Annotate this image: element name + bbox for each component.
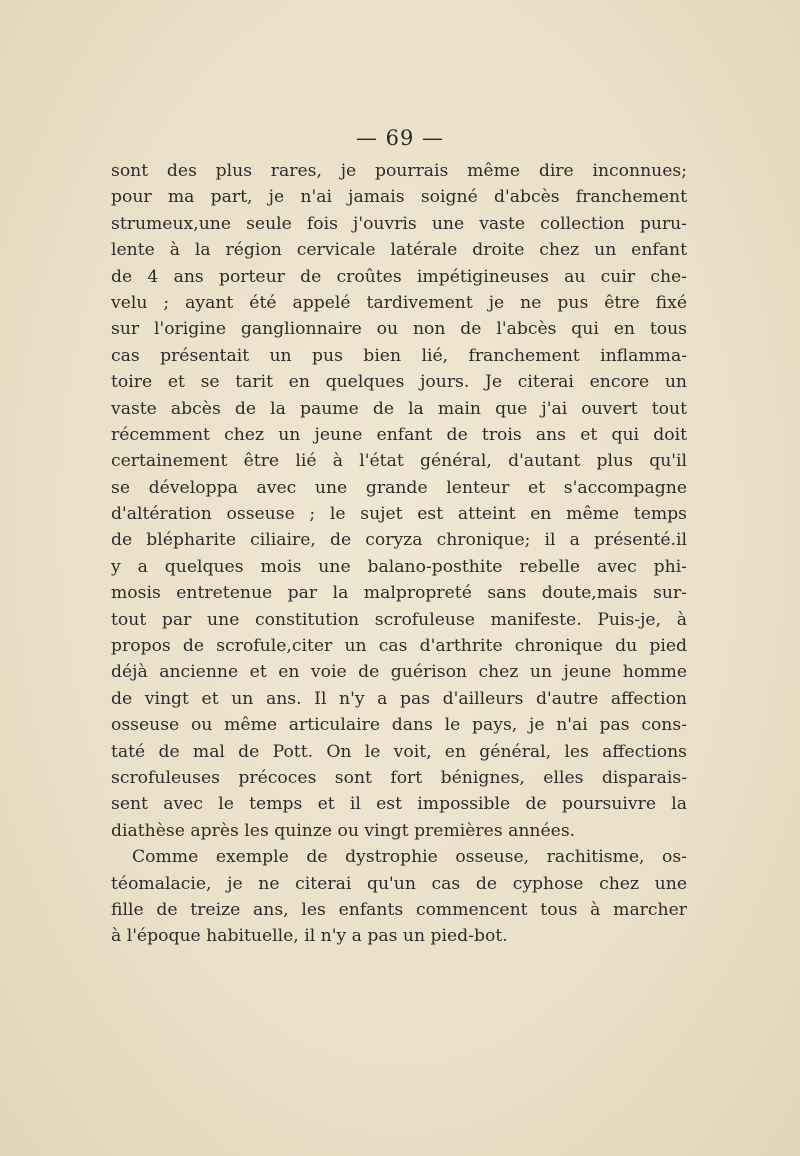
text-line-paragraph-start: Comme exemple de dystrophie osseuse, rachitisme, os- — [132, 847, 687, 868]
text-line: vaste abcès de la paume de la main que j'ai ouvert tout — [111, 398, 687, 419]
text-line: sont des plus rares, je pourrais même dire inconnues; — [111, 161, 687, 181]
text-line: sur l'origine ganglionnaire ou non de l'abcès qui en tous — [111, 319, 687, 340]
text-line: d'altération osseuse ; le sujet est atteint en même temps — [111, 504, 687, 525]
text-line: strumeux,une seule fois j'ouvris une vaste collection puru- — [111, 213, 687, 234]
text-line-paragraph-end: diathèse après les quinze ou vingt premières années. — [111, 820, 576, 841]
text-line: de vingt et un ans. Il n'y a pas d'ailleurs d'autre affection — [111, 688, 687, 709]
text-line: lente à la région cervicale latérale droite chez un enfant — [111, 240, 687, 261]
text-line: de blépharite ciliaire, de coryza chronique; il a présenté.il — [111, 530, 687, 551]
text-line: certainement être lié à l'état général, d'autant plus qu'il — [111, 451, 687, 472]
text-line: toire et se tarit en quelques jours. Je citerai encore un — [111, 372, 687, 393]
text-line: tout par une constitution scrofuleuse manifeste. Puis-je, à — [111, 609, 687, 630]
text-line: déjà ancienne et en voie de guérison chez un jeune homme — [111, 662, 687, 683]
text-line: osseuse ou même articulaire dans le pays, je n'ai pas cons- — [111, 715, 687, 736]
text-line: pour ma part, je n'ai jamais soigné d'abcès franchement — [111, 187, 687, 208]
text-line: scrofuleuses précoces sont fort bénignes, elles disparais- — [111, 767, 687, 788]
text-line: téomalacie, je ne citerai qu'un cas de cyphose chez une — [111, 873, 687, 894]
text-line: velu ; ayant été appelé tardivement je ne pus être fixé — [111, 292, 687, 313]
text-line: taté de mal de Pott. On le voit, en général, les affections — [111, 741, 687, 762]
text-line-paragraph-end: à l'époque habituelle, il n'y a pas un pied-bot. — [111, 926, 508, 947]
text-line: mosis entretenue par la malpropreté sans doute,mais sur- — [111, 583, 687, 604]
body-text — [111, 158, 687, 950]
text-line: y a quelques mois une balano-posthite rebelle avec phi- — [111, 556, 687, 577]
text-line: cas présentait un pus bien lié, franchement inflamma- — [111, 345, 687, 366]
text-line: fille de treize ans, les enfants commencent tous à marcher — [111, 899, 687, 920]
text-line: propos de scrofule,citer un cas d'arthrite chronique du pied — [111, 636, 687, 657]
page-number: — 69 — — [355, 126, 445, 150]
text-line: se développa avec une grande lenteur et s'accompagne — [111, 477, 687, 498]
text-line: récemment chez un jeune enfant de trois ans et qui doit — [111, 424, 687, 445]
text-line: sent avec le temps et il est impossible de poursuivre la — [111, 794, 687, 815]
text-line: de 4 ans porteur de croûtes impétigineuses au cuir che- — [111, 266, 687, 287]
